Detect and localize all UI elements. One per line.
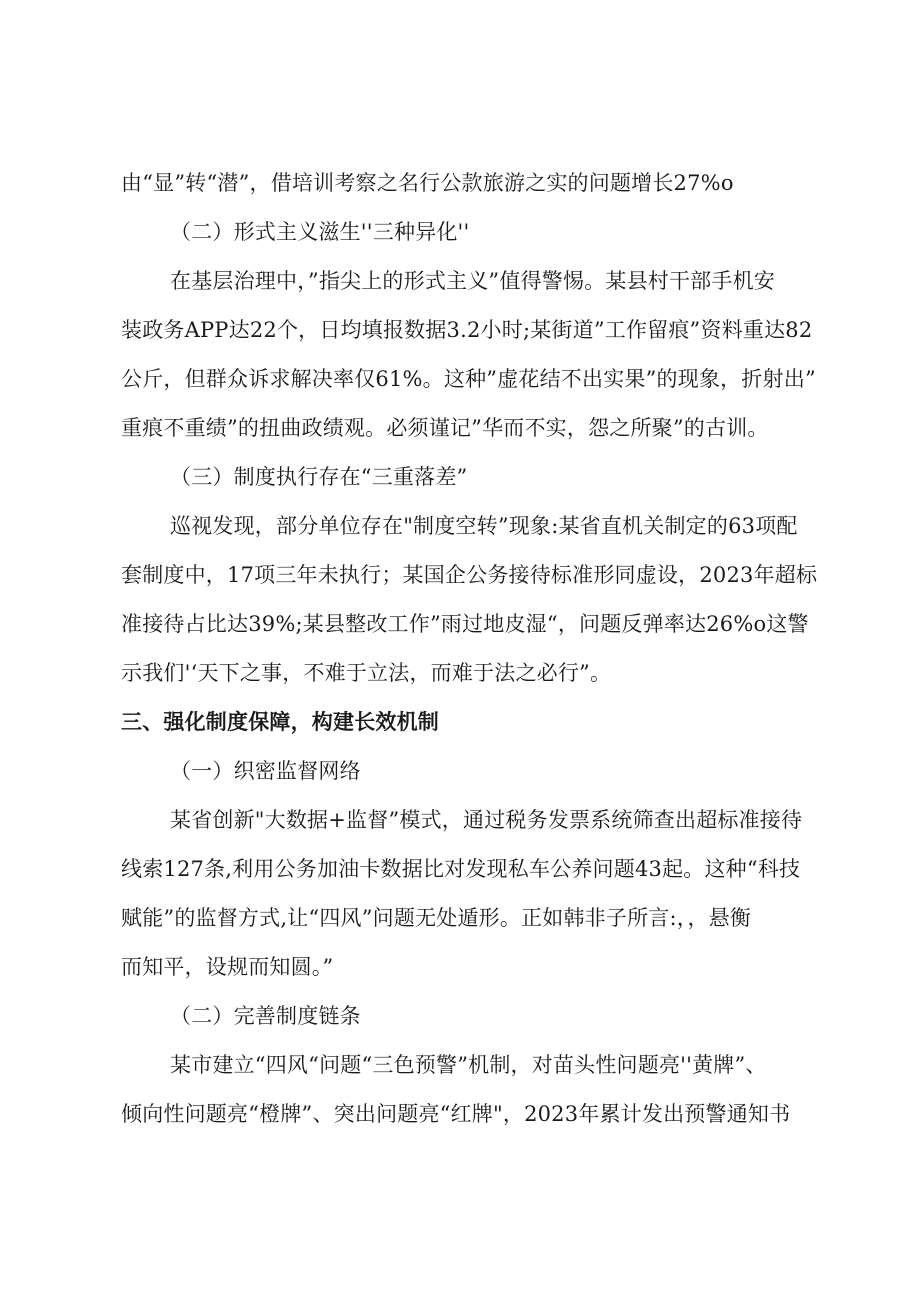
paragraph-line: 在基层治理中，”指尖上的形式主义”值得警惕。某县村干部手机安	[170, 269, 775, 293]
paragraph-line: 由“显”转“潜”，借培训考察之名行公款旅游之实的问题增长27%o	[121, 171, 734, 195]
paragraph-line: 准接待占比达39%;某县整改工作”雨过地皮湿“，问题反弹率达26%o这警	[121, 612, 809, 636]
paragraph-line: 巡视发现，部分单位存在"制度空转”现象:某省直机关制定的63项配	[170, 514, 798, 538]
paragraph-line: 重痕不重绩”的扭曲政绩观。必须谨记”华而不实，怨之所聚”的古训。	[121, 416, 769, 440]
paragraph-line: 某省创新"大数据+监督”模式，通过税务发票系统筛查出超标准接待	[170, 808, 803, 832]
paragraph-line: 装政务APP达22个，日均填报数据3.2小时;某街道”工作留痕”资料重达82	[121, 318, 813, 342]
section-subheading: （二）形式主义滋生''三种异化''	[170, 220, 470, 244]
paragraph-line: 而知平，设规而知圆。”	[121, 955, 334, 979]
paragraph-line: 赋能”的监督方式,让“四风”问题无处遁形。正如韩非子所言:，，悬衡	[121, 906, 752, 930]
paragraph-line: 线索127条,利用公务加油卡数据比对发现私车公养问题43起。这种“科技	[121, 857, 801, 881]
section-heading: 三、强化制度保障，构建长效机制	[121, 710, 439, 734]
section-subheading: （一）织密监督网络	[170, 759, 361, 783]
paragraph-line: 示我们'‘天下之事，不难于立法，而难于法之必行”。	[121, 661, 612, 685]
section-subheading: （二）完善制度链条	[170, 1004, 361, 1028]
section-subheading: （三）制度执行存在“三重落差”	[170, 465, 468, 489]
paragraph-line: 倾向性问题亮“橙牌”、突出问题亮“红牌"，2023年累计发出预警通知书	[121, 1102, 791, 1126]
paragraph-line: 套制度中，17项三年未执行；某国企公务接待标准形同虚设，2023年超标	[121, 563, 818, 587]
paragraph-line: 某市建立“四风“问题“三色预警”机制，对苗头性问题亮''黄牌”、	[170, 1053, 767, 1077]
paragraph-line: 公斤，但群众诉求解决率仅61%。这种”虚花结不出实果”的现象，折射出”	[121, 367, 816, 391]
